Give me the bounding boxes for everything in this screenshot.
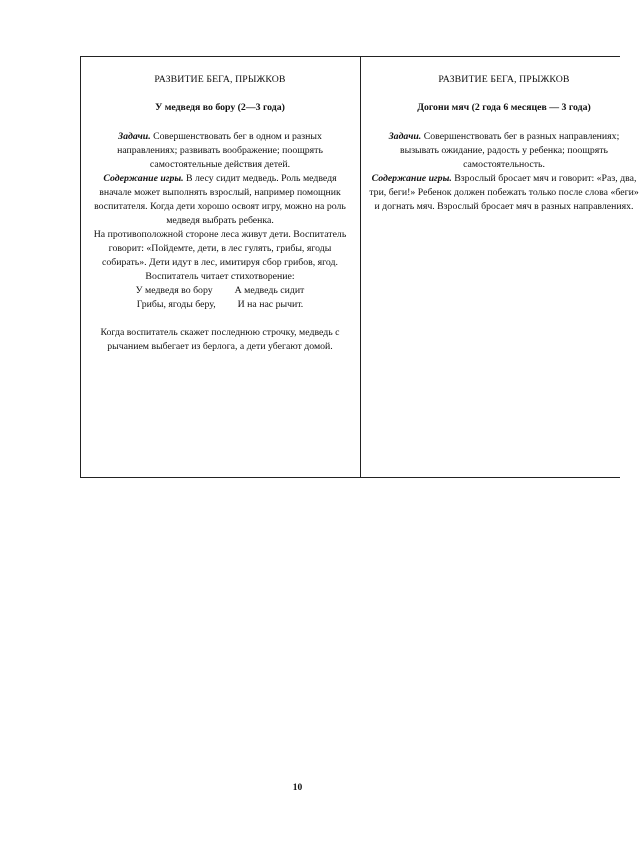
game-title: У медведя во бору (2—3 года) — [155, 102, 285, 113]
section-header: РАЗВИТИЕ БЕГА, ПРЫЖКОВ — [154, 74, 286, 85]
section-header: РАЗВИТИЕ БЕГА, ПРЫЖКОВ — [438, 74, 570, 85]
content-text: Взрослый бросает мяч и говорит: «Раз, два, три, беги!» Ребенок должен побежать только после слова «беги» и догнать мяч. Взрослый бросает мяч в разных направлениях. — [369, 173, 639, 212]
tasks-text: Совершенствовать бег в одном и разных направлениях; развивать воображение; поощрять самостоятельные действия детей. — [117, 131, 323, 170]
content-paragraph — [369, 172, 639, 214]
content-paragraph — [87, 172, 353, 228]
poem-verse: А медведь сидит — [234, 285, 305, 296]
tasks-paragraph — [369, 130, 639, 172]
story-paragraph: На противоположной стороне леса живут дети. Воспитатель говорит: «Пойдемте, дети, в лес гулять, грибы, ягоды собирать». Дети идут в лес, имитируя сбор грибов, ягод. Воспитатель читает стихотворение: — [93, 229, 347, 282]
page-number: 10 — [292, 783, 303, 793]
game-title: Догони мяч (2 года 6 месяцев — 3 года) — [417, 102, 591, 113]
game-card-right — [369, 57, 639, 214]
cards-table — [80, 56, 639, 478]
game-card-left — [87, 57, 353, 354]
poem-verse: Грибы, ягоды беру, — [136, 299, 216, 310]
content-label: Содержание игры. — [103, 173, 184, 184]
poem-line — [87, 284, 353, 298]
content-text: В лесу сидит медведь. Роль медведя вначале может выполнять взрослый, например помощник воспитателя. Когда дети хорошо освоят игру, можно на роль медведя выбрать ребенка. — [94, 173, 346, 226]
tasks-label: Задачи. — [388, 131, 422, 142]
poem-line — [87, 298, 353, 312]
tasks-text: Совершенствовать бег в разных направлениях; вызывать ожидание, радость у ребенка; поощрять самостоятельность. — [399, 131, 620, 170]
column-divider — [360, 57, 361, 477]
poem-verse: И на нас рычит. — [237, 299, 304, 310]
tasks-paragraph — [87, 130, 353, 172]
ending-paragraph: Когда воспитатель скажет последнюю строчку, медведь с рычанием выбегает из берлога, а дети убегают домой. — [100, 327, 340, 352]
content-label: Содержание игры. — [371, 173, 452, 184]
poem-verse: У медведя во бору — [135, 285, 213, 296]
poem — [87, 284, 353, 312]
tasks-label: Задачи. — [118, 131, 151, 142]
